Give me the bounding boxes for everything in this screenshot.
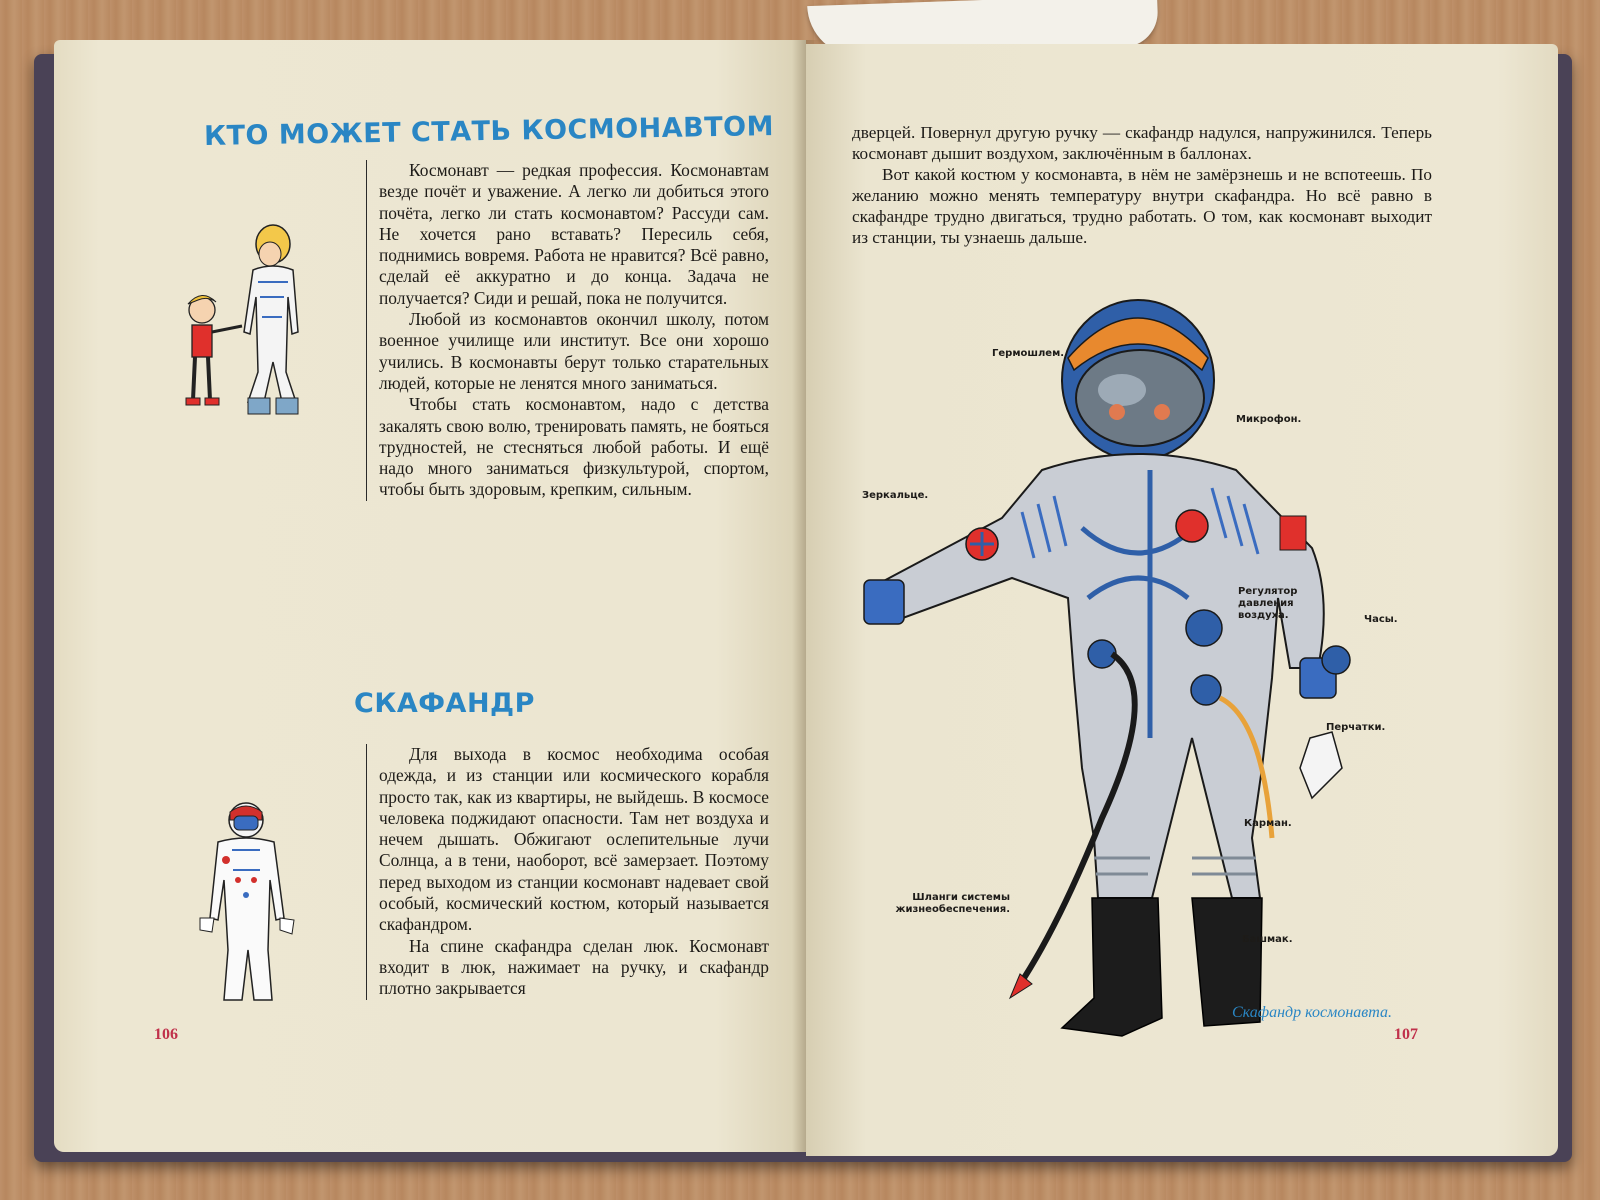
paragraph: дверцей. Повернул другую ручку — скафандр надулся, напружинился. Теперь космонавт дышит воздухом, заключённым в баллонах. bbox=[852, 123, 1432, 163]
label-gloves: Перчатки. bbox=[1326, 722, 1386, 733]
paragraph: Любой из космонавтов окончил школу, потом военное училище или институт. Все они хорошо учились. В космонавты берут только старательных людей, которые не ленятся много заниматься. bbox=[379, 309, 769, 393]
label-watch: Часы. bbox=[1364, 614, 1398, 625]
spacesuit-text bbox=[366, 744, 769, 1000]
label-helmet: Гермошлем. bbox=[992, 348, 1065, 359]
paragraph: Космонавт — редкая профессия. Космонавтам везде почёт и уважение. А легко ли добиться этого почёта, легко ли стать космонавтом? Рассуди сам. Не хочется рано вставать? Пересиль себя, поднимись вовремя. Работа не нравится? Всё равно, сделай её аккуратно и до конца. Задача не получается? Сиди и решай, пока не получится. bbox=[379, 160, 769, 308]
intro-text bbox=[366, 160, 769, 501]
label-boot: Башмак. bbox=[1242, 934, 1293, 945]
page-number: 106 bbox=[154, 1026, 178, 1043]
paragraph: Чтобы стать космонавтом, надо с детства закалять свою волю, тренировать память, не бояться трудностей, не стесняться любой работы. И ещё надо много заниматься физкультурой, спортом, чтобы быть здоровым, крепким, сильным. bbox=[379, 394, 769, 500]
label-hoses: Шланги системы жизнеобеспечения. bbox=[895, 892, 1010, 915]
section-title: СКАФАНДР bbox=[354, 688, 535, 719]
figure-caption: Скафандр космонавта. bbox=[1232, 1004, 1392, 1021]
page-title: КТО МОЖЕТ СТАТЬ КОСМОНАВТОМ bbox=[203, 111, 775, 152]
small-spacesuit-illustration bbox=[188, 800, 308, 1014]
paragraph: На спине скафандра сделан люк. Космонавт входит в люк, нажимает на ручку, и скафандр плотно закрывается bbox=[379, 935, 769, 999]
label-pocket: Карман. bbox=[1244, 818, 1292, 829]
continued-text bbox=[852, 122, 1432, 248]
paragraph: Для выхода в космос необходима особая одежда, и из станции или космического корабля просто так, как из квартиры, не выйдешь. В космосе человека поджидают опасности. Там нет воздуха и нечем дышать. Обжигают ослепительные лучи Солнца, а в тени, наоборот, всё замерзает. Поэтому перед выходом из станции космонавт надевает свой особый, космический костюм, который называется скафандром. bbox=[379, 744, 769, 935]
right-page bbox=[806, 44, 1558, 1156]
label-microphone: Микрофон. bbox=[1236, 414, 1302, 425]
page-number: 107 bbox=[1394, 1026, 1418, 1043]
boy-and-cosmonaut-illustration bbox=[178, 222, 328, 442]
left-page bbox=[54, 40, 806, 1152]
paragraph: Вот какой костюм у космонавта, в нём не замёрзнешь и не вспотеешь. По желанию можно менять температуру внутри скафандра. Но всё равно в скафандре трудно двигаться, трудно работать. О том, как космонавт выходит из станции, ты узнаешь дальше. bbox=[852, 165, 1432, 247]
label-regulator: Регулятор давления воздуха. bbox=[1238, 586, 1298, 621]
label-mirror: Зеркальце. bbox=[862, 490, 929, 501]
